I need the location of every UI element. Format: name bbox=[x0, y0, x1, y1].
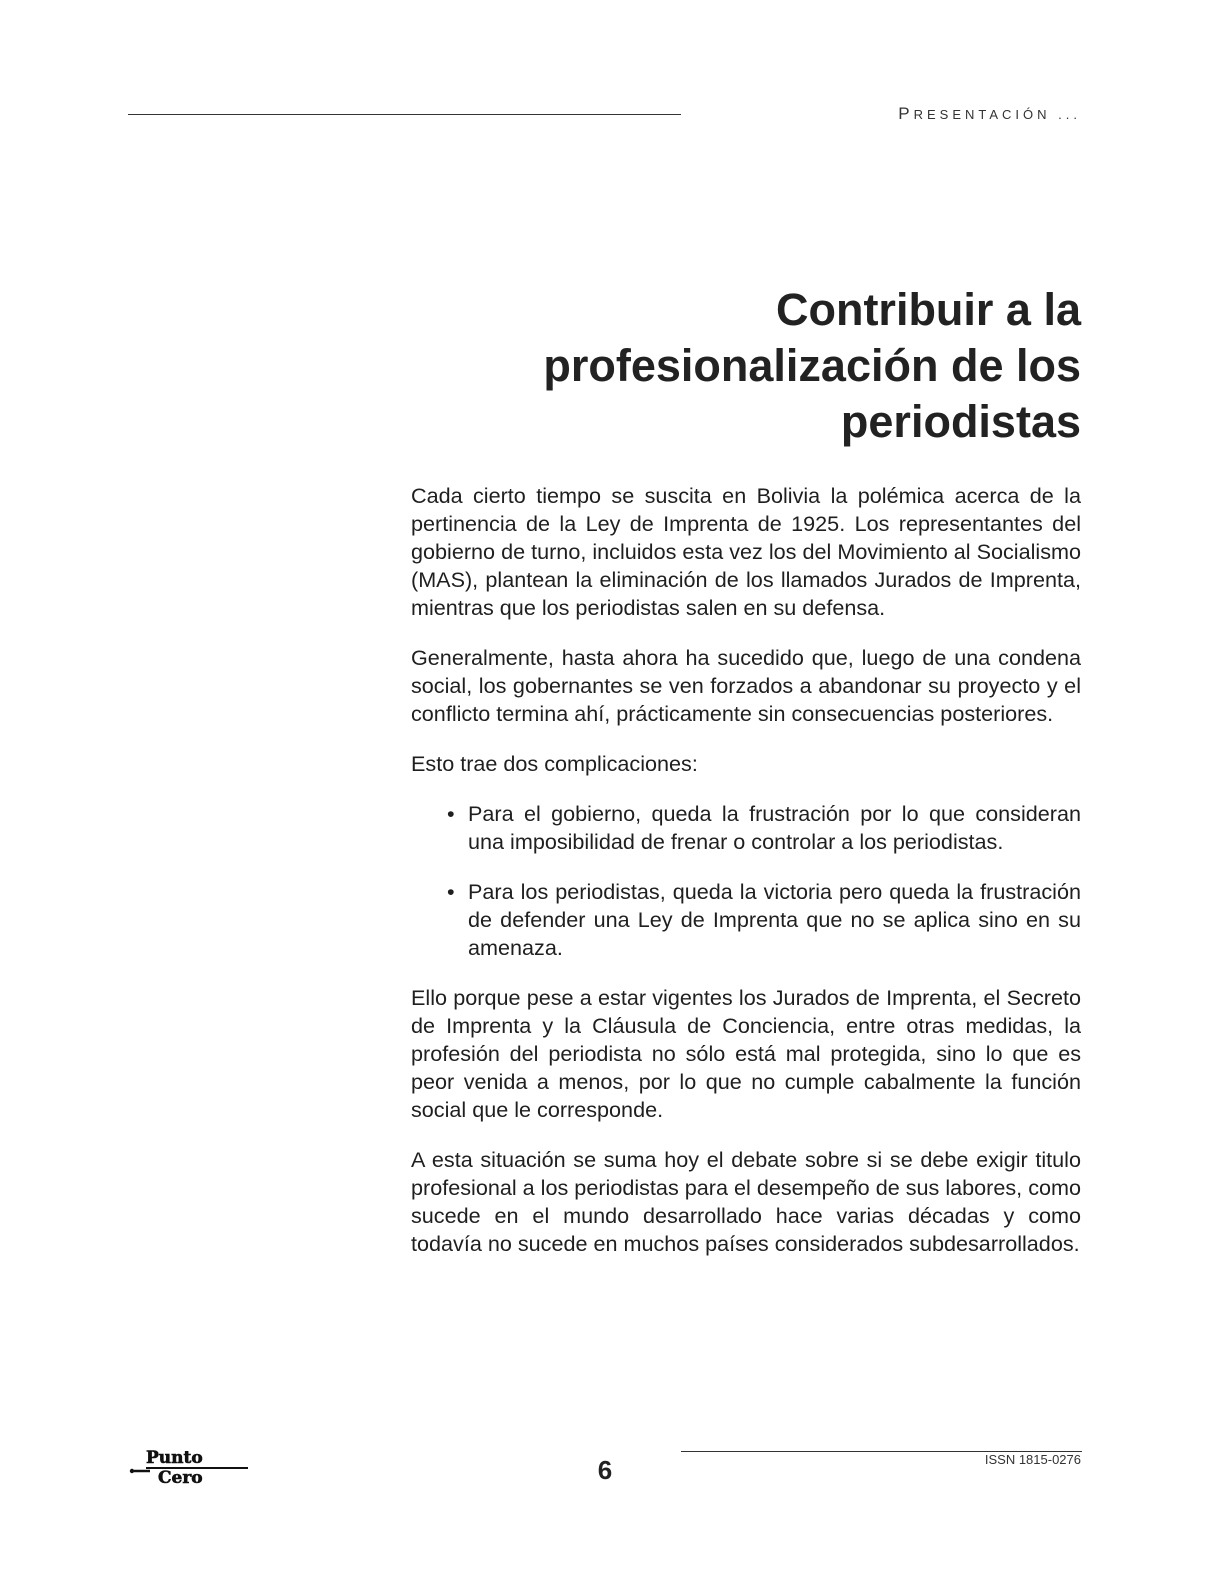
title-line-2: profesionalización de los bbox=[543, 340, 1081, 391]
bullet-icon: • bbox=[447, 879, 455, 904]
page-number: 6 bbox=[597, 1455, 613, 1485]
issn-label: ISSN 1815-0276 bbox=[984, 1452, 1081, 1467]
paragraph-4: Ello porque pese a estar vigentes los Jurados de Imprenta, el Secreto de Imprenta y la Cláusula de Conciencia, entre otras medidas, la profesión del periodista no sólo está mal protegida, sino lo que es peor venida a menos, por lo que no cumple cabalmente la función social que le corresponde. bbox=[411, 985, 1081, 1122]
paragraph-2: Generalmente, hasta ahora ha sucedido que, luego de una condena social, los gobernantes se ven forzados a abandonar su proyecto y el conflicto termina ahí, prácticamente sin consecuencias posteriores. bbox=[411, 645, 1081, 726]
page-title bbox=[441, 282, 1081, 450]
logo-text-cero: Cero bbox=[158, 1468, 203, 1488]
punto-cero-logo bbox=[128, 1448, 252, 1488]
list-item-text: Para el gobierno, queda la frustración por lo que consideran una imposibilidad de frenar o controlar a los periodistas. bbox=[468, 801, 1081, 854]
paragraph-5: A esta situación se suma hoy el debate sobre si se debe exigir titulo profesional a los periodistas para el desempeño de sus labores, como sucede en el mundo desarrollado hace varias décadas y como todavía no sucede en muchos países considerados subdesarrollados. bbox=[411, 1147, 1081, 1256]
title-line-3: periodistas bbox=[840, 396, 1081, 447]
article-body bbox=[411, 482, 1081, 1280]
list-item bbox=[411, 878, 1081, 962]
complications-list bbox=[411, 800, 1081, 962]
paragraph-3: Esto trae dos complicaciones: bbox=[411, 751, 698, 776]
header-rule bbox=[128, 114, 681, 115]
paragraph-1: Cada cierto tiempo se suscita en Bolivia la polémica acerca de la pertinencia de la Ley de Imprenta de 1925. Los representantes del gobierno de turno, incluidos esta vez los del Movimiento al Socialismo (MAS), plantean la eliminación de los llamados Jurados de Imprenta, mientras que los periodistas salen en su defensa. bbox=[411, 483, 1081, 620]
section-label-initial: P bbox=[898, 104, 914, 123]
list-item bbox=[411, 800, 1081, 856]
bullet-icon: • bbox=[447, 801, 455, 826]
list-item-text: Para los periodistas, queda la victoria pero queda la frustración de defender una Ley de Imprenta que no se aplica sino en su amenaza. bbox=[468, 879, 1081, 960]
logo-text-punto: Punto bbox=[146, 1448, 203, 1468]
section-label-rest: RESENTACIÓN ... bbox=[913, 107, 1081, 122]
title-line-1: Contribuir a la bbox=[775, 284, 1081, 335]
section-label bbox=[898, 104, 1081, 124]
logo-dot bbox=[130, 1469, 134, 1473]
